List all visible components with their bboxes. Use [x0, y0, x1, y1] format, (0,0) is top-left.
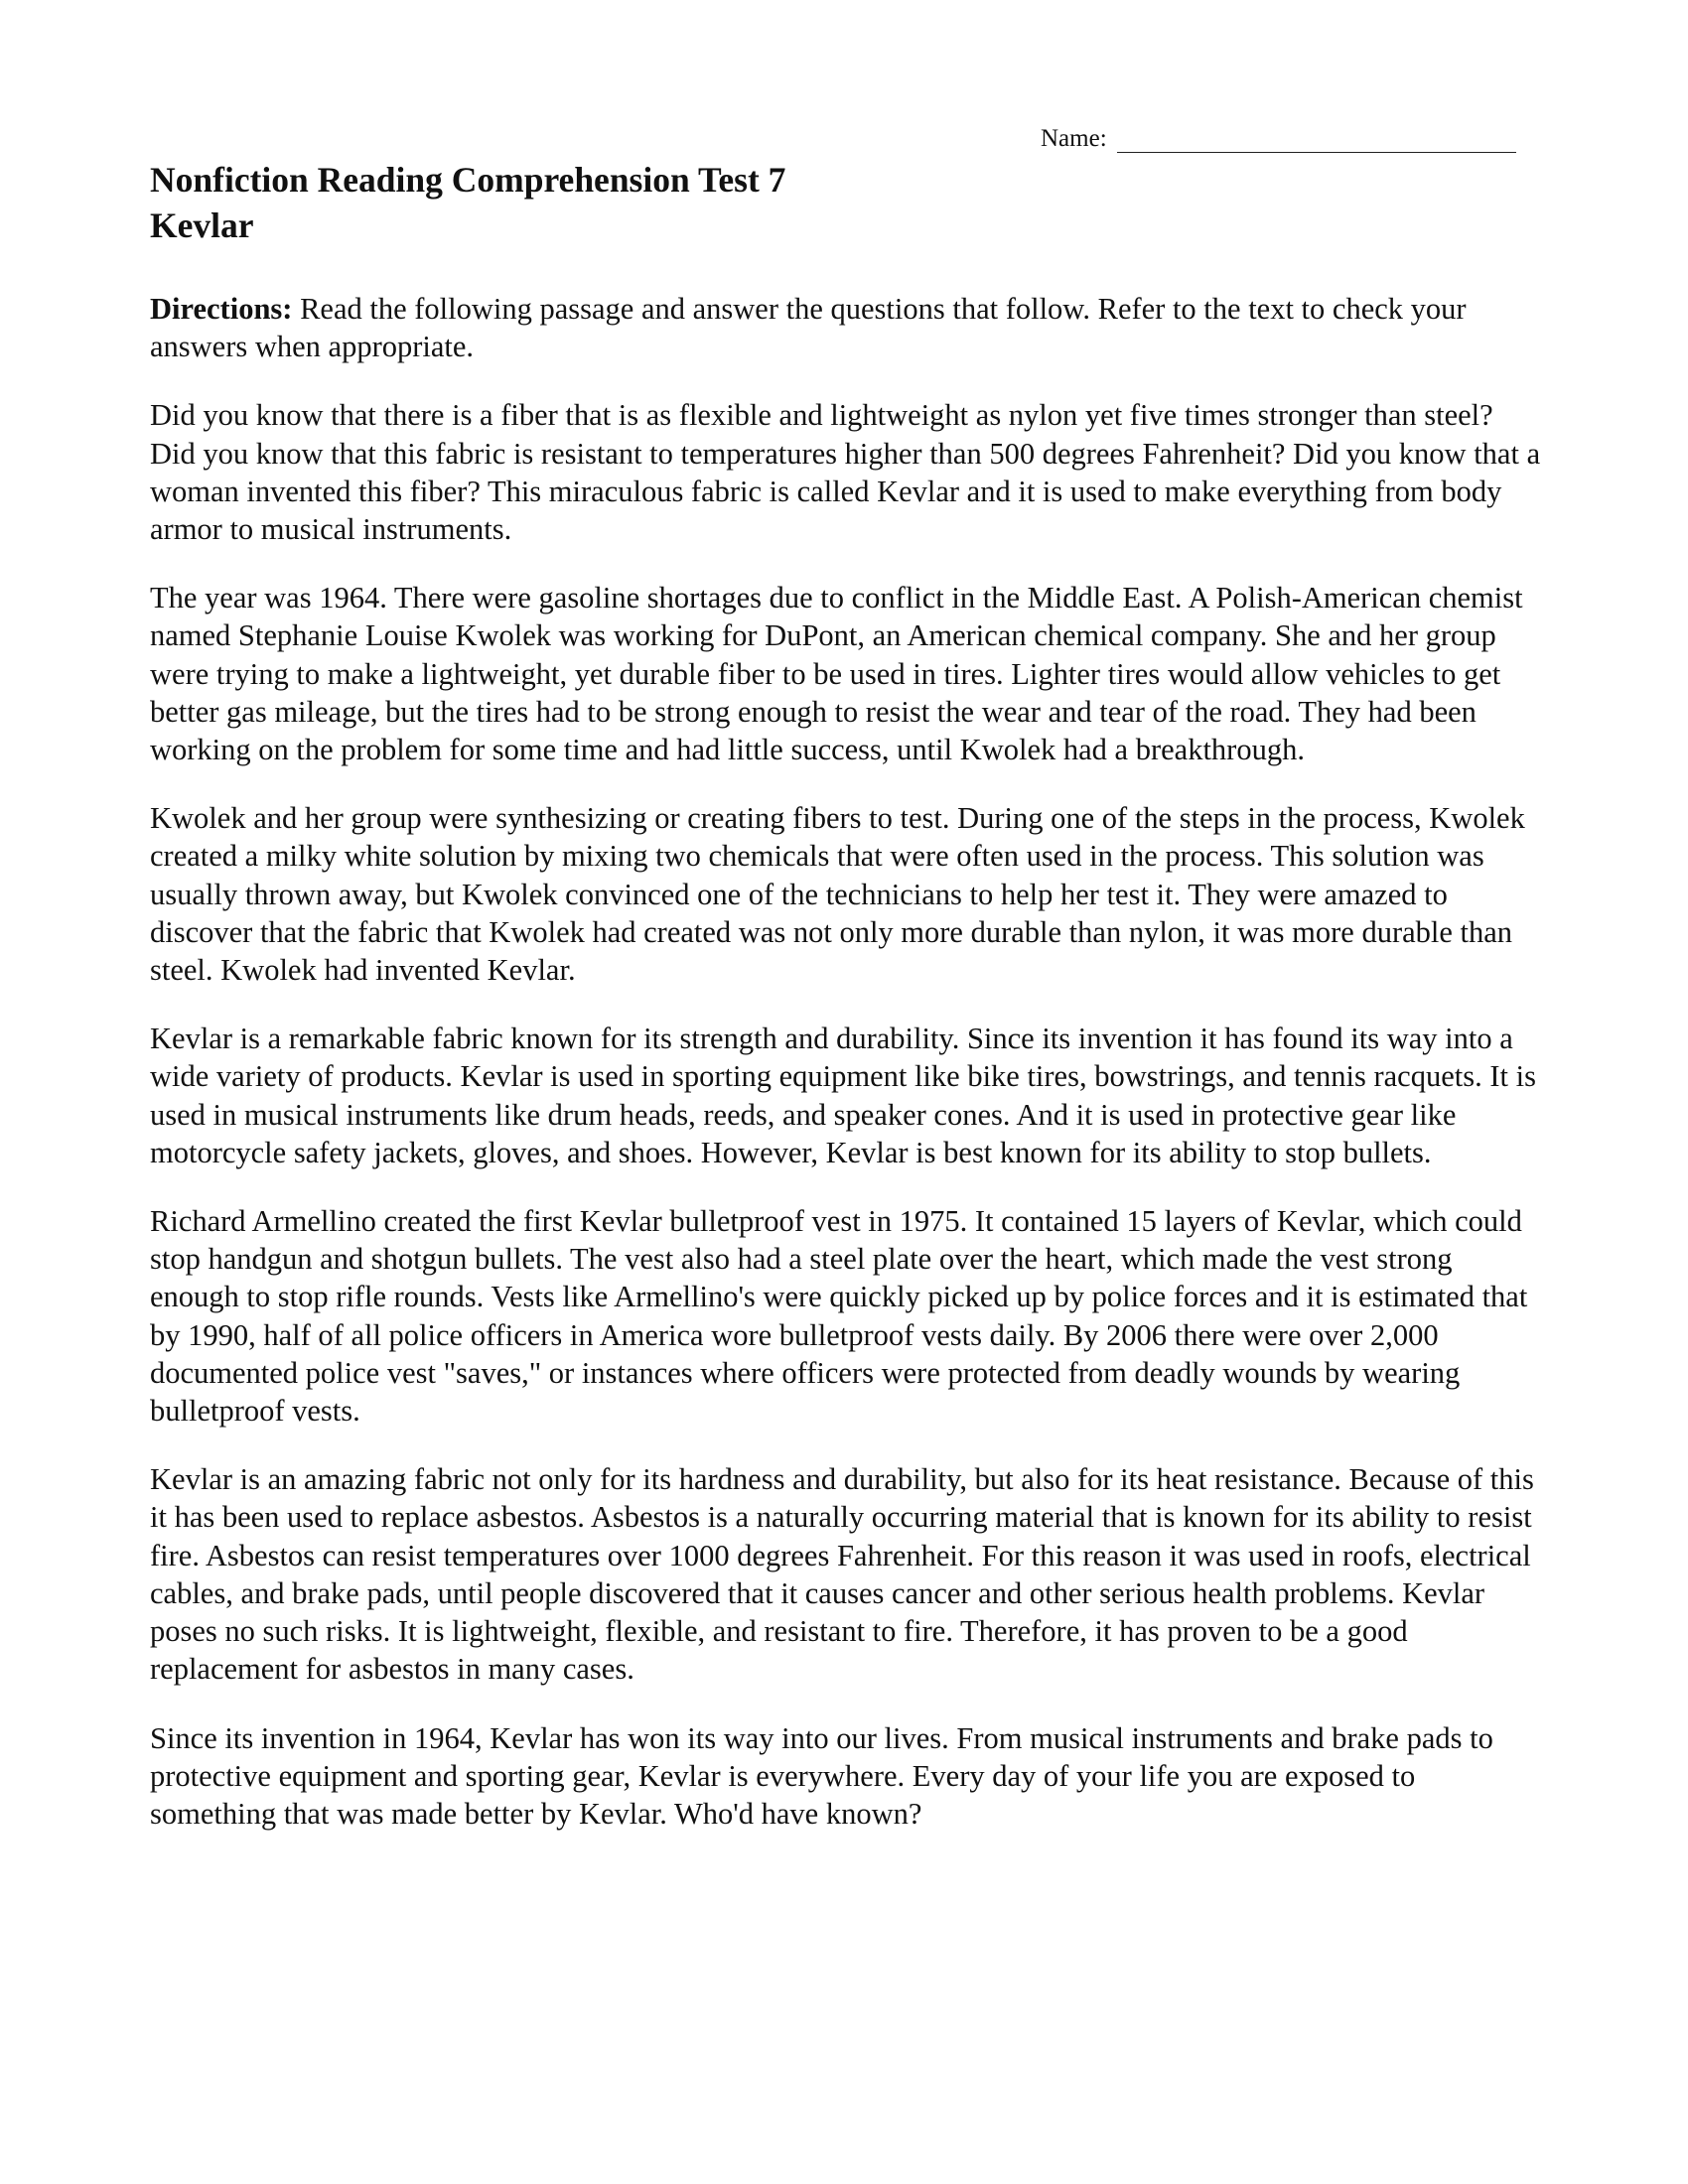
passage-paragraph-3: Kwolek and her group were synthesizing or creating fibers to test. During one of the steps in the process, Kwolek created a milky white solution by mixing two chemicals that were often used in the process. This solution was usually thrown away, but Kwolek convinced one of the technicians to help her test it. They were amazed to discover that the fabric that Kwolek had created was not only more durable than nylon, it was more durable than steel. Kwolek had invented Kevlar. [150, 801, 1525, 988]
directions-text: Read the following passage and answer the questions that follow. Refer to the text to check your answers when appropriate. [150, 292, 1467, 364]
page-subtitle: Kevlar [150, 205, 254, 245]
directions [150, 290, 1545, 365]
page-title: Nonfiction Reading Comprehension Test 7 [150, 160, 786, 200]
passage-paragraph-5: Richard Armellino created the first Kevlar bulletproof vest in 1975. It contained 15 layers of Kevlar, which could stop handgun and shotgun bullets. The vest also had a steel plate over the heart, which made the vest strong enough to stop rifle rounds. Vests like Armellino's were quickly picked up by police forces and it is estimated that by 1990, half of all police officers in America wore bulletproof vests daily. By 2006 there were over 2,000 documented police vest "saves," or instances where officers were protected from deadly wounds by wearing bulletproof vests. [150, 1204, 1528, 1429]
passage-paragraph-2: The year was 1964. There were gasoline shortages due to conflict in the Middle East. A Polish-American chemist named Stephanie Louise Kwolek was working for DuPont, an American chemical company. She and her group were trying to make a lightweight, yet durable fiber to be used in tires. Lighter tires would allow vehicles to get better gas mileage, but the tires had to be strong enough to resist the wear and tear of the road. They had been working on the problem for some time and had little success, until Kwolek had a breakthrough. [150, 581, 1523, 767]
title-block [150, 157, 785, 248]
passage-paragraph-4: Kevlar is a remarkable fabric known for its strength and durability. Since its invention it has found its way into a wide variety of products. Kevlar is used in sporting equipment like bike tires, bowstrings, and tennis racquets. It is used in musical instruments like drum heads, reeds, and speaker cones. And it is used in protective gear like motorcycle safety jackets, gloves, and shoes. However, Kevlar is best known for its ability to stop bullets. [150, 1022, 1536, 1169]
name-blank-line[interactable] [1117, 128, 1516, 153]
name-label: Name: [1041, 125, 1107, 152]
directions-label: Directions: [150, 292, 293, 326]
document-body [150, 290, 1545, 1863]
name-field [1041, 125, 1516, 153]
passage-paragraph-7: Since its invention in 1964, Kevlar has won its way into our lives. From musical instruments and brake pads to protective equipment and sporting gear, Kevlar is everywhere. Every day of your life you are exposed to something that was made better by Kevlar. Who'd have known? [150, 1720, 1493, 1831]
passage-paragraph-1: Did you know that there is a fiber that is as flexible and lightweight as nylon yet five times stronger than steel? Did you know that this fabric is resistant to temperatures higher than 500 degrees Fahrenheit? Did you know that a woman invented this fiber? This miraculous fabric is called Kevlar and it is used to make everything from body armor to musical instruments. [150, 398, 1541, 547]
passage-paragraph-6: Kevlar is an amazing fabric not only for its hardness and durability, but also for its heat resistance. Because of this it has been used to replace asbestos. Asbestos is a naturally occurring material that is known for its ability to resist fire. Asbestos can resist temperatures over 1000 degrees Fahrenheit. For this reason it was used in roofs, electrical cables, and brake pads, until people discovered that it causes cancer and other serious health problems. Kevlar poses no such risks. It is lightweight, flexible, and resistant to fire. Therefore, it has proven to be a good replacement for asbestos in many cases. [150, 1462, 1534, 1687]
